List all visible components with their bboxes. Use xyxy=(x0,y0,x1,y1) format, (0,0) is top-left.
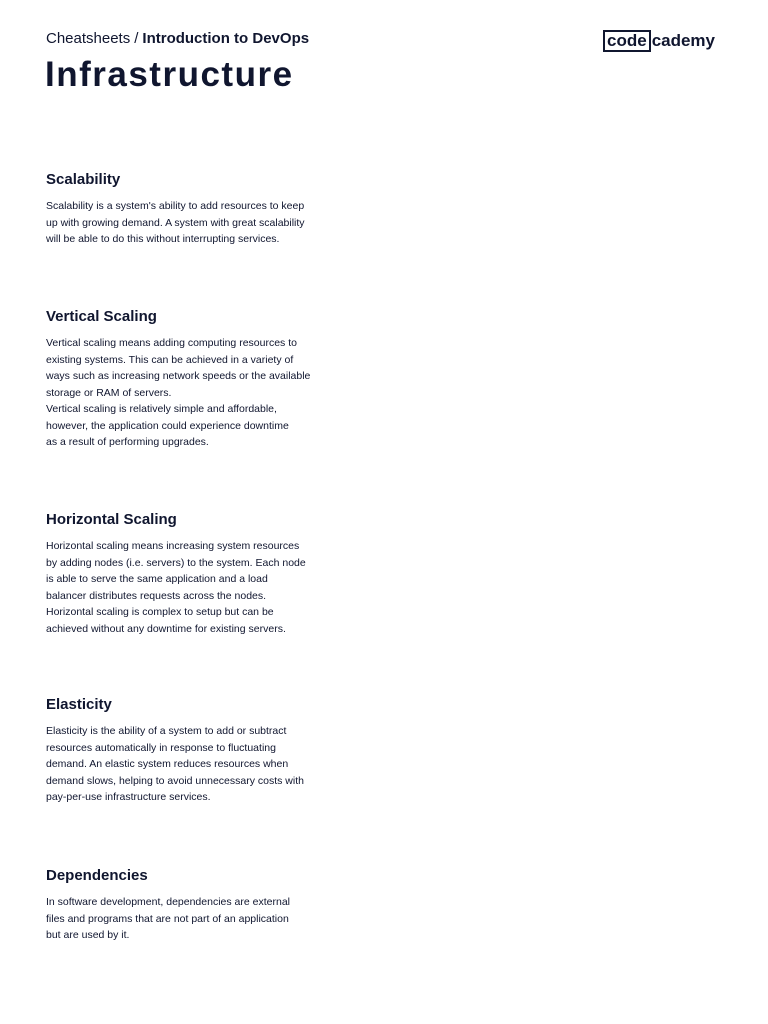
breadcrumb xyxy=(46,29,309,49)
section-horizontal-scaling xyxy=(46,510,336,637)
breadcrumb-separator: / xyxy=(134,30,139,47)
breadcrumb-current[interactable]: Introduction to DevOps xyxy=(142,30,310,47)
section-vertical-scaling xyxy=(46,307,336,451)
logo-boxed-text: code xyxy=(603,30,651,52)
section-body: Elasticity is the ability of a system to add or subtract resources automatically in response to fluctuating demand. An elastic system reduces resources when demand slows, helping to avoid unnecessary costs with pay-per-use infrastructure services. xyxy=(46,725,304,803)
section-dependencies xyxy=(46,866,336,944)
section-body: Vertical scaling means adding computing resources to existing systems. This can be achieved in a variety of ways such as increasing network speeds or the available storage or RAM of servers. Vertical scaling is relatively simple and affordable, however, the application could experience downtime as a result of performing upgrades. xyxy=(46,337,311,448)
page-title: Infrastructure xyxy=(45,55,294,94)
breadcrumb-root-link[interactable]: Cheatsheets xyxy=(46,30,131,47)
section-elasticity xyxy=(46,695,336,806)
section-body: In software development, dependencies are external files and programs that are not part of an application but are used by it. xyxy=(46,896,290,941)
section-heading: Elasticity xyxy=(46,696,112,713)
section-heading: Dependencies xyxy=(46,867,148,884)
section-heading: Scalability xyxy=(46,171,121,188)
section-body: Scalability is a system's ability to add resources to keep up with growing demand. A system with great scalability will be able to do this without interrupting services. xyxy=(46,200,305,245)
codecademy-logo[interactable] xyxy=(603,29,715,52)
section-scalability xyxy=(46,170,336,248)
section-heading: Vertical Scaling xyxy=(46,308,157,325)
section-body: Horizontal scaling means increasing system resources by adding nodes (i.e. servers) to the system. Each node is able to serve the same application and a load balancer distributes requests across the nodes. Horizontal scaling is complex to setup but can be achieved without any downtime for existing servers. xyxy=(46,540,306,635)
logo-rest-text: cademy xyxy=(651,30,716,50)
section-heading: Horizontal Scaling xyxy=(46,511,177,528)
